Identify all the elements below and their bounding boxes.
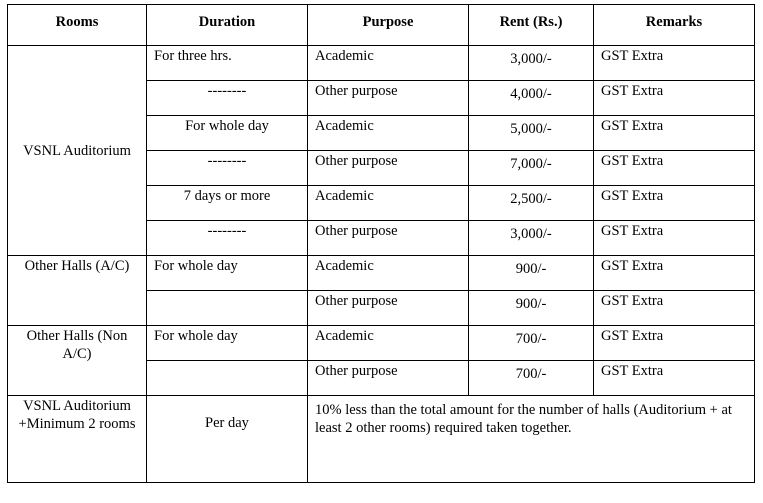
purpose-cell: Other purpose: [308, 151, 469, 186]
rent-cell: 7,000/-: [469, 151, 594, 186]
table-row: [8, 256, 755, 291]
purpose-cell: Other purpose: [308, 361, 469, 396]
duration-cell: For whole day: [147, 116, 308, 151]
duration-cell: Per day: [147, 396, 308, 483]
purpose-cell: Other purpose: [308, 291, 469, 326]
room-other-halls-ac: Other Halls (A/C): [8, 256, 147, 326]
remarks-cell: GST Extra: [594, 116, 755, 151]
remarks-cell: GST Extra: [594, 151, 755, 186]
rent-cell: 900/-: [469, 291, 594, 326]
remarks-cell: GST Extra: [594, 291, 755, 326]
room-vsnl-combo: VSNL Auditorium +Minimum 2 rooms: [8, 396, 147, 483]
purpose-cell: Other purpose: [308, 221, 469, 256]
table-row: [8, 46, 755, 81]
rent-cell: 3,000/-: [469, 221, 594, 256]
purpose-cell: Academic: [308, 326, 469, 361]
rent-cell: 4,000/-: [469, 81, 594, 116]
rent-cell: 5,000/-: [469, 116, 594, 151]
header-purpose: Purpose: [308, 5, 469, 46]
duration-cell: For three hrs.: [147, 46, 308, 81]
remarks-cell: GST Extra: [594, 186, 755, 221]
table-row: [8, 326, 755, 361]
rent-cell: 2,500/-: [469, 186, 594, 221]
rent-table: [7, 4, 755, 483]
duration-cell: [147, 361, 308, 396]
remarks-cell: GST Extra: [594, 361, 755, 396]
rent-cell: 700/-: [469, 361, 594, 396]
purpose-cell: Academic: [308, 46, 469, 81]
header-row: [8, 5, 755, 46]
purpose-cell: Academic: [308, 116, 469, 151]
room-vsnl-auditorium: VSNL Auditorium: [8, 46, 147, 256]
duration-cell: 7 days or more: [147, 186, 308, 221]
header-duration: Duration: [147, 5, 308, 46]
rent-cell: 900/-: [469, 256, 594, 291]
duration-cell: For whole day: [147, 326, 308, 361]
header-remarks: Remarks: [594, 5, 755, 46]
room-other-halls-non-ac: Other Halls (Non A/C): [8, 326, 147, 396]
purpose-cell: Academic: [308, 256, 469, 291]
remarks-cell: GST Extra: [594, 256, 755, 291]
duration-cell: --------: [147, 81, 308, 116]
duration-cell: --------: [147, 151, 308, 186]
header-rent: Rent (Rs.): [469, 5, 594, 46]
duration-cell: For whole day: [147, 256, 308, 291]
rent-cell: 700/-: [469, 326, 594, 361]
remarks-cell: GST Extra: [594, 81, 755, 116]
rent-cell: 3,000/-: [469, 46, 594, 81]
remarks-cell: GST Extra: [594, 46, 755, 81]
remarks-cell: GST Extra: [594, 326, 755, 361]
purpose-cell: Academic: [308, 186, 469, 221]
remarks-cell: GST Extra: [594, 221, 755, 256]
table-row: [8, 396, 755, 483]
duration-cell: --------: [147, 221, 308, 256]
purpose-cell: Other purpose: [308, 81, 469, 116]
duration-cell: [147, 291, 308, 326]
combo-note: 10% less than the total amount for the number of halls (Auditorium + at least 2 other rooms) required taken together.: [308, 396, 755, 483]
header-rooms: Rooms: [8, 5, 147, 46]
